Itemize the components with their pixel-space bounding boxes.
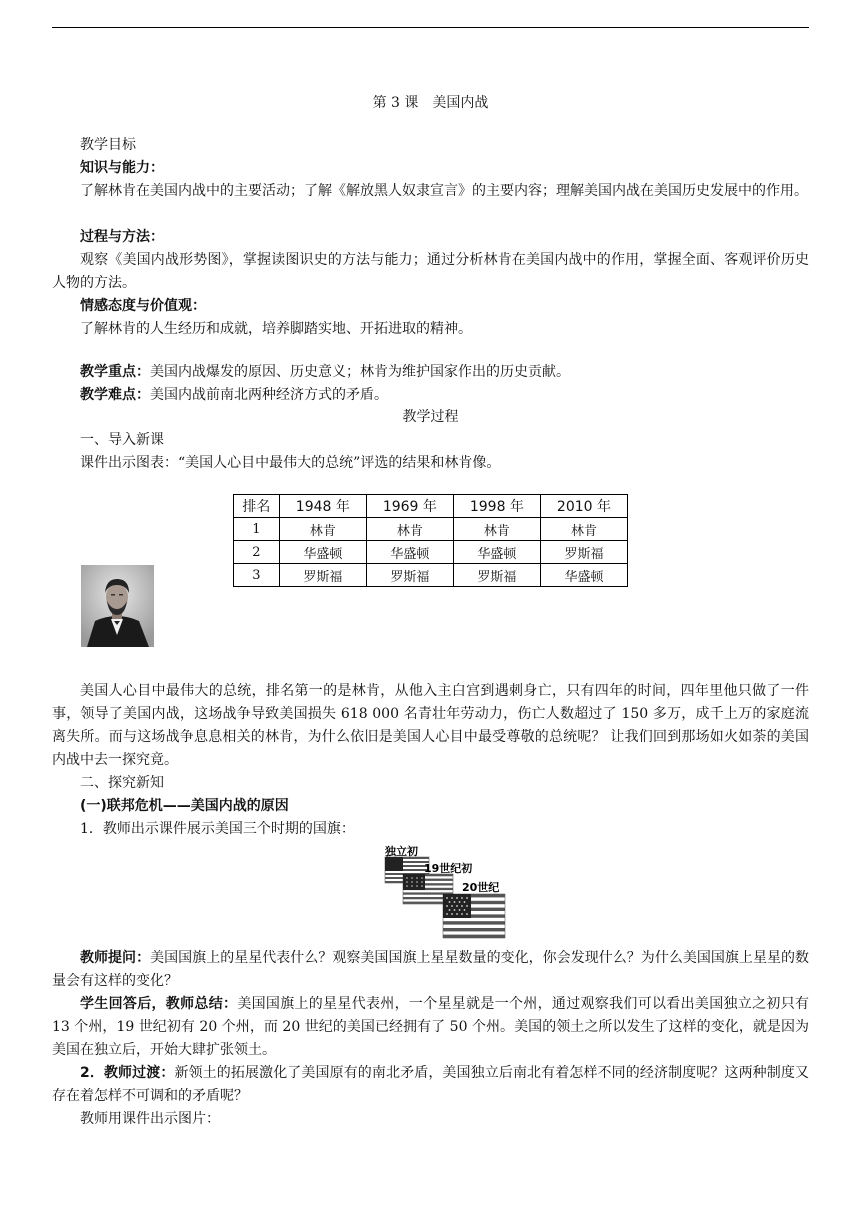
table-row	[234, 541, 628, 564]
knowledge-text: 了解林肯在美国内战中的主要活动；了解《解放黑人奴隶宣言》的主要内容；理解美国内战在美国历史发展中的作用。	[80, 183, 808, 199]
table-header-row	[234, 495, 628, 518]
key-point-label: 教学重点：	[80, 364, 150, 380]
table-row	[234, 564, 628, 587]
us-flags-illustration	[383, 844, 507, 940]
table-header: 排名	[234, 495, 280, 518]
item-2-label: 2．教师过渡：	[80, 1065, 175, 1081]
table-cell: 华盛顿	[540, 564, 627, 587]
student-answer-text: 美国国旗上的星星代表州，一个星星就是一个州，通过观察我们可以看出美国独立之初只有 13 个州，19 世纪初有 20 个州，而 20 世纪的美国已经拥有了 50 个州。美国的领土之所以发生了这样的变化，就是因为美国在独立后，开始大肆扩张领土。	[52, 996, 810, 1058]
table-header: 1998 年	[453, 495, 540, 518]
table-cell: 罗斯福	[540, 541, 627, 564]
table-cell: 林肯	[366, 518, 453, 541]
subsection-heading: (一)联邦危机——美国内战的原因	[80, 798, 289, 814]
table-cell: 林肯	[279, 518, 366, 541]
table-cell: 华盛顿	[279, 541, 366, 564]
difficulty-label: 教学难点：	[80, 387, 150, 403]
table-row	[234, 518, 628, 541]
lincoln-portrait	[81, 565, 154, 647]
flag-label-20th: 20世纪	[462, 881, 500, 894]
closing-line: 教师用课件出示图片：	[80, 1111, 220, 1127]
table-cell: 1	[234, 518, 280, 541]
intro-paragraph: 美国人心目中最伟大的总统，排名第一的是林肯，从他入主白宫到遇刺身亡，只有四年的时间，四年里他只做了一件事，领导了美国内战，这场战争导致美国损失 618 000 名青壮年劳动力，伤亡人数超过了 150 多万，成千上万的家庭流离失所。而与这场战争息息相关的林肯，为什么依旧是美国人心目中最受尊敬的总统呢？ 让我们回到那场如火如荼的美国内战中去一探究竟。	[52, 683, 809, 768]
objectives-heading: 教学目标	[80, 137, 136, 153]
table-cell: 林肯	[453, 518, 540, 541]
student-answer-label: 学生回答后，教师总结：	[80, 996, 238, 1012]
teacher-question-text: 美国国旗上的星星代表什么？观察美国国旗上星星数量的变化，你会发现什么？为什么美国国旗上星星的数量会有这样的变化？	[52, 950, 810, 989]
table-cell: 罗斯福	[366, 564, 453, 587]
table-header: 1969 年	[366, 495, 453, 518]
flag-label-19th: 19世纪初	[424, 862, 473, 875]
header-rule	[52, 27, 809, 28]
emotion-heading: 情感态度与价值观：	[80, 298, 206, 314]
item-2	[52, 1062, 809, 1108]
table-cell: 罗斯福	[453, 564, 540, 587]
flag-20th-century	[443, 894, 505, 938]
table-cell: 2	[234, 541, 280, 564]
item-2-text: 新领土的拓展激化了美国原有的南北矛盾，美国独立后南北有着怎样不同的经济制度呢？这两种制度又存在着怎样不可调和的矛盾呢？	[52, 1065, 809, 1104]
courseware-intro: 课件出示图表：“美国人心目中最伟大的总统”评选的结果和林肯像。	[80, 455, 501, 471]
process-section-heading: 教学过程	[402, 409, 459, 425]
student-answer	[52, 993, 809, 1062]
table-cell: 罗斯福	[279, 564, 366, 587]
teacher-question	[52, 947, 809, 993]
process-text: 观察《美国内战形势图》，掌握读图识史的方法与能力；通过分析林肯在美国内战中的作用，掌握全面、客观评价历史人物的方法。	[52, 252, 809, 291]
key-point-text: 美国内战爆发的原因、历史意义；林肯为维护国家作出的历史贡献。	[150, 364, 570, 380]
table-cell: 华盛顿	[366, 541, 453, 564]
table-cell: 3	[234, 564, 280, 587]
emotion-text: 了解林肯的人生经历和成就，培养脚踏实地、开拓进取的精神。	[80, 321, 472, 337]
table-cell: 华盛顿	[453, 541, 540, 564]
lesson-title: 第 3 课 美国内战	[372, 95, 489, 111]
table-cell: 林肯	[540, 518, 627, 541]
difficulty-text: 美国内战前南北两种经济方式的矛盾。	[150, 387, 388, 403]
table-header: 1948 年	[279, 495, 366, 518]
table-header: 2010 年	[540, 495, 627, 518]
knowledge-heading: 知识与能力：	[80, 160, 164, 176]
section-intro-heading: 一、导入新课	[80, 432, 164, 448]
item-1: 1．教师出示课件展示美国三个时期的国旗：	[80, 821, 355, 837]
teacher-question-label: 教师提问：	[80, 950, 151, 966]
key-point	[52, 361, 837, 384]
section-explore-heading: 二、探究新知	[80, 775, 164, 791]
ranking-table	[233, 494, 628, 587]
difficulty	[52, 384, 837, 407]
process-heading: 过程与方法：	[80, 229, 164, 245]
flag-label-independence: 独立初	[385, 845, 418, 858]
